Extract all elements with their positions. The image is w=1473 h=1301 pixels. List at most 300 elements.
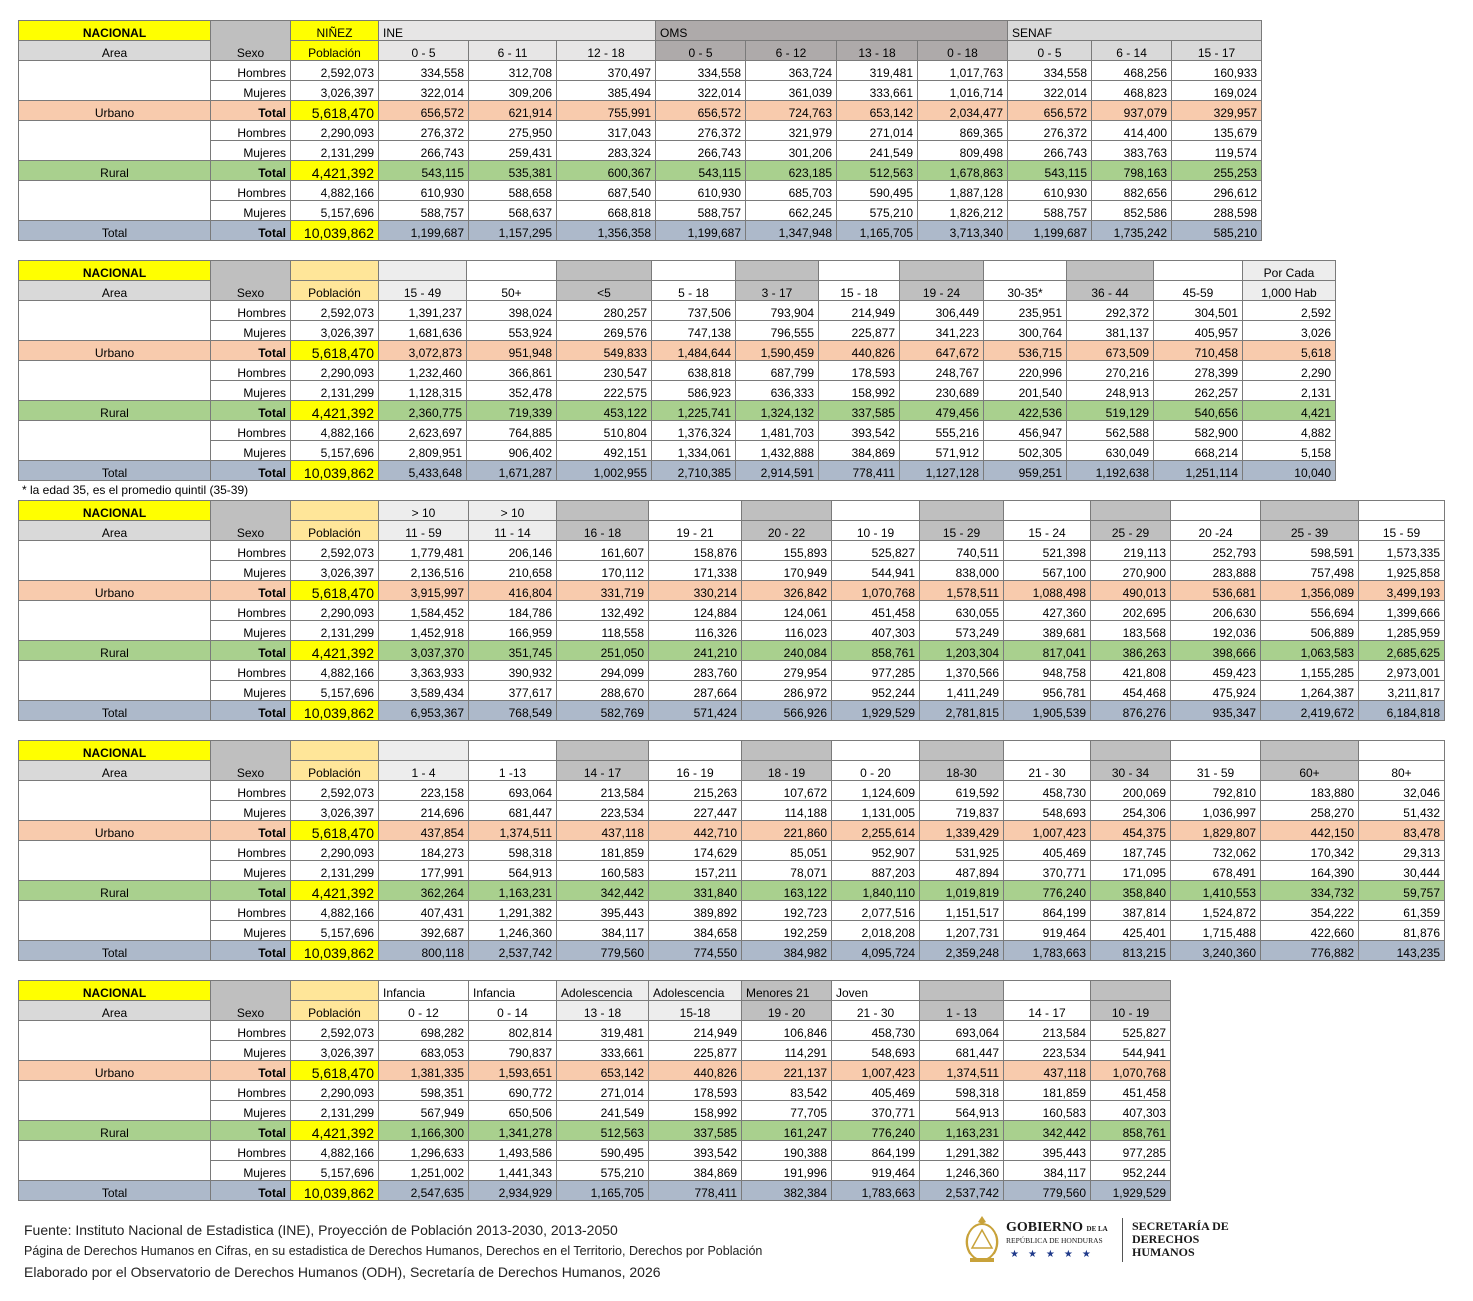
value-cell: 1,887,128 (918, 181, 1008, 201)
value-cell: 354,222 (1261, 901, 1359, 921)
value-cell: 1,441,343 (469, 1161, 557, 1181)
data-row (19, 1021, 1171, 1041)
population-value: 2,290,093 (291, 841, 379, 861)
value-cell: 317,043 (557, 121, 656, 141)
value-cell: 683,053 (379, 1041, 469, 1061)
area-label: Rural (19, 1121, 211, 1141)
column-header-top (1004, 501, 1091, 521)
column-header: 30 - 34 (1091, 761, 1171, 781)
column-header: 6 - 14 (1092, 41, 1172, 61)
poblacion-header-top (291, 981, 379, 1001)
total-row (19, 941, 1445, 961)
column-header-top (1067, 261, 1154, 281)
value-cell: 451,458 (832, 601, 920, 621)
value-cell: 567,949 (379, 1101, 469, 1121)
value-cell: 598,591 (1261, 541, 1359, 561)
value-cell: 540,656 (1154, 401, 1243, 421)
sex-label: Mujeres (211, 1161, 291, 1181)
population-table-2 (18, 260, 1336, 481)
value-cell: 276,372 (656, 121, 746, 141)
value-cell: 191,996 (742, 1161, 832, 1181)
value-cell: 107,672 (742, 781, 832, 801)
value-cell: 184,786 (469, 601, 557, 621)
sex-label: Mujeres (211, 141, 291, 161)
value-cell: 337,585 (649, 1121, 742, 1141)
value-cell: 384,117 (557, 921, 649, 941)
value-cell: 337,585 (819, 401, 900, 421)
sexo-header: Sexo (211, 981, 291, 1021)
value-cell: 468,823 (1092, 81, 1172, 101)
column-header-top (742, 501, 832, 521)
value-cell: 407,303 (832, 621, 920, 641)
value-cell: 454,468 (1091, 681, 1171, 701)
value-cell: 437,854 (379, 821, 469, 841)
value-cell: 390,932 (469, 661, 557, 681)
value-cell: 351,745 (469, 641, 557, 661)
value-cell: 341,223 (900, 321, 984, 341)
value-cell: 693,064 (920, 1021, 1004, 1041)
value-cell: 502,305 (984, 441, 1067, 461)
value-cell: 687,799 (736, 361, 819, 381)
population-value: 2,131,299 (291, 1101, 379, 1121)
value-cell: 1,829,807 (1171, 821, 1261, 841)
value-cell: 1,678,863 (918, 161, 1008, 181)
value-cell: 567,100 (1004, 561, 1091, 581)
value-cell: 1,296,633 (379, 1141, 469, 1161)
population-value: 5,157,696 (291, 441, 379, 461)
value-cell: 1,088,498 (1004, 581, 1091, 601)
column-header-top: Infancia (469, 981, 557, 1001)
value-cell: 269,576 (557, 321, 652, 341)
value-cell: 440,826 (819, 341, 900, 361)
column-header: 11 - 14 (469, 521, 557, 541)
value-cell: 1,251,002 (379, 1161, 469, 1181)
value-cell: 276,372 (1008, 121, 1092, 141)
value-cell: 553,924 (467, 321, 557, 341)
value-cell: 383,763 (1092, 141, 1172, 161)
value-cell: 384,982 (742, 941, 832, 961)
value-cell: 160,933 (1172, 61, 1262, 81)
coat-of-arms-icon (962, 1214, 1002, 1266)
value-cell: 135,679 (1172, 121, 1262, 141)
sex-label: Hombres (211, 421, 291, 441)
value-cell: 673,509 (1067, 341, 1154, 361)
total-row (19, 161, 1262, 181)
value-cell: 566,926 (742, 701, 832, 721)
value-cell: 442,710 (649, 821, 742, 841)
value-cell: 322,014 (1008, 81, 1092, 101)
value-cell: 331,840 (649, 881, 742, 901)
column-header-top (1091, 981, 1171, 1001)
value-cell: 230,547 (557, 361, 652, 381)
population-value: 2,131,299 (291, 621, 379, 641)
value-cell: 1,341,278 (469, 1121, 557, 1141)
value-cell: 598,318 (920, 1081, 1004, 1101)
value-cell: 116,326 (649, 621, 742, 641)
value-cell: 906,402 (467, 441, 557, 461)
column-header: 25 - 39 (1261, 521, 1359, 541)
column-header-top: Adolescencia (649, 981, 742, 1001)
value-cell: 370,771 (1004, 861, 1091, 881)
value-cell: 623,185 (746, 161, 837, 181)
value-cell: 621,914 (469, 101, 557, 121)
data-row (19, 661, 1445, 681)
value-cell: 536,681 (1171, 581, 1261, 601)
value-cell: 2,934,929 (469, 1181, 557, 1201)
value-cell: 1,578,511 (920, 581, 1004, 601)
value-cell: 573,249 (920, 621, 1004, 641)
value-cell: 543,115 (379, 161, 469, 181)
value-cell: 183,568 (1091, 621, 1171, 641)
value-cell: 181,859 (1004, 1081, 1091, 1101)
column-header-top (984, 261, 1067, 281)
population-value: 3,026,397 (291, 561, 379, 581)
population-value: 5,157,696 (291, 201, 379, 221)
area-cell (19, 301, 211, 341)
value-cell: 169,024 (1172, 81, 1262, 101)
value-cell: 283,888 (1171, 561, 1261, 581)
value-cell: 405,469 (1004, 841, 1091, 861)
value-cell: 1,381,335 (379, 1061, 469, 1081)
value-cell: 3,363,933 (379, 661, 469, 681)
value-cell: 319,481 (837, 61, 918, 81)
area-label: Total (19, 221, 211, 241)
column-header: 16 - 18 (557, 521, 649, 541)
value-cell: 334,558 (379, 61, 469, 81)
value-cell: 1,131,005 (832, 801, 920, 821)
value-cell: 796,555 (736, 321, 819, 341)
value-cell: 1,124,609 (832, 781, 920, 801)
value-cell: 959,251 (984, 461, 1067, 481)
data-row (19, 1141, 1171, 1161)
total-label: Total (211, 221, 291, 241)
value-cell: 200,069 (1091, 781, 1171, 801)
column-header: 60+ (1261, 761, 1359, 781)
total-row (19, 581, 1445, 601)
value-cell: 2,537,742 (469, 941, 557, 961)
area-label: Urbano (19, 341, 211, 361)
value-cell: 1,291,382 (920, 1141, 1004, 1161)
population-value: 5,618,470 (291, 821, 379, 841)
value-cell: 590,495 (837, 181, 918, 201)
data-row (19, 541, 1445, 561)
data-row (19, 841, 1445, 861)
value-cell: 2,973,001 (1359, 661, 1445, 681)
value-cell: 1,929,529 (832, 701, 920, 721)
value-cell: 416,804 (469, 581, 557, 601)
area-label: Total (19, 1181, 211, 1201)
value-cell: 630,049 (1067, 441, 1154, 461)
value-cell: 255,253 (1172, 161, 1262, 181)
population-value: 2,592,073 (291, 541, 379, 561)
value-cell: 858,761 (1091, 1121, 1171, 1141)
sex-label: Hombres (211, 301, 291, 321)
value-cell: 774,550 (649, 941, 742, 961)
nacional-header: NACIONAL (19, 21, 211, 41)
value-cell: 59,757 (1359, 881, 1445, 901)
total-label: Total (211, 461, 291, 481)
population-value: 5,157,696 (291, 1161, 379, 1181)
value-cell: 440,826 (649, 1061, 742, 1081)
value-cell: 158,992 (649, 1101, 742, 1121)
value-cell: 1,339,429 (920, 821, 1004, 841)
value-cell: 650,506 (469, 1101, 557, 1121)
total-label: Total (211, 821, 291, 841)
author-line: Elaborado por el Observatorio de Derechos Humanos (ODH), Secretaría de Derechos Humanos, 2026 (24, 1264, 661, 1280)
area-cell (19, 181, 211, 221)
sex-label: Mujeres (211, 1101, 291, 1121)
value-cell: 124,884 (649, 601, 742, 621)
value-cell: 4,095,724 (832, 941, 920, 961)
value-cell: 1,207,731 (920, 921, 1004, 941)
government-logo (962, 1214, 1252, 1270)
value-cell: 392,687 (379, 921, 469, 941)
value-cell: 1,285,959 (1359, 621, 1445, 641)
value-cell: 158,876 (649, 541, 742, 561)
value-cell: 270,900 (1091, 561, 1171, 581)
area-header: Area (19, 41, 211, 61)
value-cell: 1,165,705 (837, 221, 918, 241)
area-header: Area (19, 761, 211, 781)
column-header: 15 - 17 (1172, 41, 1262, 61)
value-cell: 4,421 (1243, 401, 1336, 421)
population-table-3 (18, 500, 1445, 721)
column-header-top (736, 261, 819, 281)
population-value: 4,421,392 (291, 1121, 379, 1141)
value-cell: 887,203 (832, 861, 920, 881)
area-cell (19, 841, 211, 881)
value-cell: 693,064 (469, 781, 557, 801)
column-header: 11 - 59 (379, 521, 469, 541)
value-cell: 3,499,193 (1359, 581, 1445, 601)
value-cell: 178,593 (649, 1081, 742, 1101)
value-cell: 678,491 (1171, 861, 1261, 881)
value-cell: 571,912 (900, 441, 984, 461)
value-cell: 202,695 (1091, 601, 1171, 621)
value-cell: 116,023 (742, 621, 832, 641)
value-cell: 1,493,586 (469, 1141, 557, 1161)
column-header: 15 - 59 (1359, 521, 1445, 541)
value-cell: 77,705 (742, 1101, 832, 1121)
value-cell: 610,930 (379, 181, 469, 201)
value-cell: 817,041 (1004, 641, 1091, 661)
population-value: 2,592,073 (291, 1021, 379, 1041)
sex-label: Hombres (211, 661, 291, 681)
value-cell: 768,549 (469, 701, 557, 721)
value-cell: 1,199,687 (1008, 221, 1092, 241)
secretaria-label: SECRETARÍA DE DERECHOS HUMANOS (1132, 1219, 1229, 1259)
value-cell: 437,118 (557, 821, 649, 841)
total-row (19, 821, 1445, 841)
value-cell: 935,347 (1171, 701, 1261, 721)
column-header: 45-59 (1154, 281, 1243, 301)
value-cell: 468,256 (1092, 61, 1172, 81)
column-header-top (1004, 741, 1091, 761)
value-cell: 288,598 (1172, 201, 1262, 221)
value-cell: 1,590,459 (736, 341, 819, 361)
sex-label: Mujeres (211, 681, 291, 701)
value-cell: 437,118 (1004, 1061, 1091, 1081)
value-cell: 225,877 (819, 321, 900, 341)
value-cell: 1,192,638 (1067, 461, 1154, 481)
value-cell: 492,151 (557, 441, 652, 461)
value-cell: 206,146 (469, 541, 557, 561)
value-cell: 1,291,382 (469, 901, 557, 921)
value-cell: 275,950 (469, 121, 557, 141)
value-cell: 582,900 (1154, 421, 1243, 441)
value-cell: 1,151,517 (920, 901, 1004, 921)
value-cell: 78,071 (742, 861, 832, 881)
value-cell: 1,374,511 (469, 821, 557, 841)
data-row (19, 121, 1262, 141)
value-cell: 219,113 (1091, 541, 1171, 561)
value-cell: 81,876 (1359, 921, 1445, 941)
value-cell: 798,163 (1092, 161, 1172, 181)
value-cell: 1,334,061 (652, 441, 736, 461)
logo-divider (1122, 1218, 1123, 1262)
value-cell: 479,456 (900, 401, 984, 421)
column-header: 12 - 18 (557, 41, 656, 61)
value-cell: 1,399,666 (1359, 601, 1445, 621)
sex-label: Hombres (211, 541, 291, 561)
value-cell: 2,685,625 (1359, 641, 1445, 661)
value-cell: 548,693 (1004, 801, 1091, 821)
value-cell: 85,051 (742, 841, 832, 861)
value-cell: 585,210 (1172, 221, 1262, 241)
value-cell: 1,347,948 (746, 221, 837, 241)
value-cell: 177,991 (379, 861, 469, 881)
value-cell: 270,216 (1067, 361, 1154, 381)
value-cell: 164,390 (1261, 861, 1359, 881)
value-cell: 171,095 (1091, 861, 1171, 881)
value-cell: 366,861 (467, 361, 557, 381)
source-line: Fuente: Instituto Nacional de Estadistica (INE), Proyección de Población 2013-2030, 2013-2050 (24, 1222, 618, 1238)
column-header-top (469, 741, 557, 761)
column-header: 0 - 20 (832, 761, 920, 781)
value-cell: 170,949 (742, 561, 832, 581)
column-header-top (652, 261, 736, 281)
total-label: Total (211, 701, 291, 721)
value-cell: 1,374,511 (920, 1061, 1004, 1081)
poblacion-header: Población (291, 41, 379, 61)
value-cell: 160,583 (557, 861, 649, 881)
column-header-top (819, 261, 900, 281)
value-cell: 568,637 (469, 201, 557, 221)
sex-label: Mujeres (211, 81, 291, 101)
value-cell: 381,137 (1067, 321, 1154, 341)
value-cell: 333,661 (557, 1041, 649, 1061)
value-cell: 387,814 (1091, 901, 1171, 921)
sex-label: Mujeres (211, 861, 291, 881)
value-cell: 301,206 (746, 141, 837, 161)
value-cell: 1,452,918 (379, 621, 469, 641)
population-value: 5,618,470 (291, 341, 379, 361)
column-header-top (900, 261, 984, 281)
poblacion-header-top (291, 501, 379, 521)
value-cell: 213,584 (1004, 1021, 1091, 1041)
value-cell: 802,814 (469, 1021, 557, 1041)
value-cell: 1,370,566 (920, 661, 1004, 681)
value-cell: 747,138 (652, 321, 736, 341)
area-cell (19, 1021, 211, 1061)
column-header: 15 - 49 (379, 281, 467, 301)
value-cell: 370,771 (832, 1101, 920, 1121)
area-label: Rural (19, 641, 211, 661)
value-cell: 235,951 (984, 301, 1067, 321)
area-label: Urbano (19, 1061, 211, 1081)
value-cell: 1,779,481 (379, 541, 469, 561)
area-cell (19, 541, 211, 581)
column-header-top (379, 261, 467, 281)
value-cell: 952,907 (832, 841, 920, 861)
area-cell (19, 1081, 211, 1121)
page-reference-line: Página de Derechos Humanos en Cifras, en su estadistica de Derechos Humanos, Derechos en el Territorio, Derechos por Población (24, 1244, 763, 1258)
value-cell: 575,210 (557, 1161, 649, 1181)
column-header-top (832, 501, 920, 521)
data-row (19, 621, 1445, 641)
value-cell: 544,941 (832, 561, 920, 581)
value-cell: 183,880 (1261, 781, 1359, 801)
value-cell: 427,360 (1004, 601, 1091, 621)
value-cell: 548,693 (832, 1041, 920, 1061)
poblacion-header: Población (291, 521, 379, 541)
column-header: 18 - 19 (742, 761, 832, 781)
population-value: 10,039,862 (291, 701, 379, 721)
value-cell: 386,263 (1091, 641, 1171, 661)
value-cell: 757,498 (1261, 561, 1359, 581)
value-cell: 1,199,687 (379, 221, 469, 241)
footnote: * la edad 35, es el promedio quintil (35-39) (22, 483, 249, 497)
value-cell: 710,458 (1154, 341, 1243, 361)
value-cell: 377,617 (469, 681, 557, 701)
column-header: <5 (557, 281, 652, 301)
value-cell: 490,013 (1091, 581, 1171, 601)
sex-label: Hombres (211, 61, 291, 81)
value-cell: 389,681 (1004, 621, 1091, 641)
value-cell: 181,859 (557, 841, 649, 861)
area-header: Area (19, 521, 211, 541)
value-cell: 1,019,819 (920, 881, 1004, 901)
value-cell: 2,290 (1243, 361, 1336, 381)
value-cell: 271,014 (837, 121, 918, 141)
value-cell: 163,122 (742, 881, 832, 901)
value-cell: 598,351 (379, 1081, 469, 1101)
value-cell: 776,240 (1004, 881, 1091, 901)
population-value: 4,882,166 (291, 661, 379, 681)
value-cell: 456,947 (984, 421, 1067, 441)
sexo-header: Sexo (211, 501, 291, 541)
value-cell: 1,002,955 (557, 461, 652, 481)
column-header-top (1004, 981, 1091, 1001)
column-header-top (557, 261, 652, 281)
population-value: 2,592,073 (291, 61, 379, 81)
population-value: 10,039,862 (291, 941, 379, 961)
column-header-top (920, 501, 1004, 521)
value-cell: 5,433,648 (379, 461, 467, 481)
value-cell: 525,827 (1091, 1021, 1171, 1041)
column-header: 15 - 24 (1004, 521, 1091, 541)
value-cell: 838,000 (920, 561, 1004, 581)
value-cell: 681,447 (920, 1041, 1004, 1061)
senaf-group-header: SENAF (1008, 21, 1262, 41)
value-cell: 155,893 (742, 541, 832, 561)
value-cell: 252,793 (1171, 541, 1261, 561)
column-header-top (467, 261, 557, 281)
value-cell: 161,247 (742, 1121, 832, 1141)
population-value: 10,039,862 (291, 461, 379, 481)
value-cell: 2,419,672 (1261, 701, 1359, 721)
stars-icon: ★★★★★ (1010, 1249, 1100, 1260)
